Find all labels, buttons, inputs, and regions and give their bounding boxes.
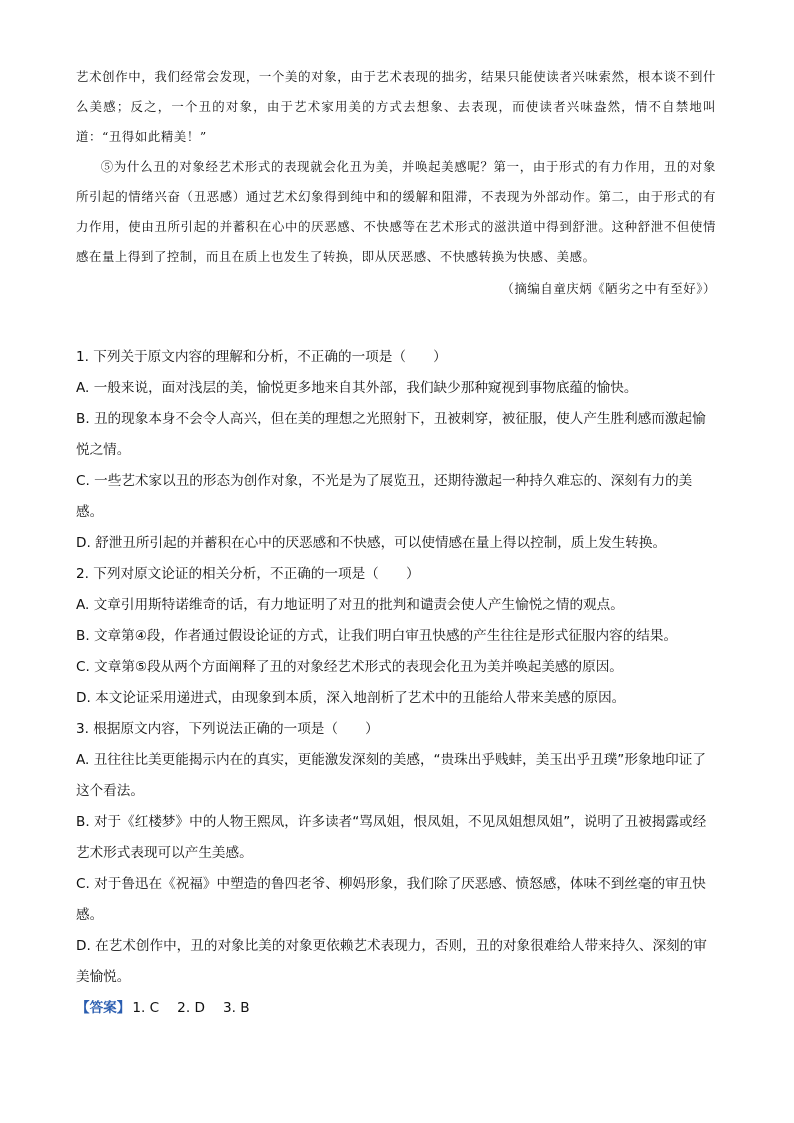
passage-paragraph-5: ⑤为什么丑的对象经艺术形式的表现就会化丑为美，并唤起美感呢？第一，由于形式的有力作用，丑的对象所引起的情绪兴奋（丑恶感）通过艺术幻象得到纯中和的缓解和阻滞，不表现为外部动作。第二，由于形式的有力作用，使由丑所引起的并蓄积在心中的厌恶感、不快感等在艺术形式的滋洪道中得到舒泄。这种舒泄不但使情感在量上得到了控制，而且在质上也发生了转换，即从厌恶感、不快感转换为快感、美感。: [76, 159, 716, 264]
question-3: [76, 714, 716, 993]
option-a: A. 文章引用斯特诺维奇的话，有力地证明了对丑的批判和谴责会使人产生愉悦之情的观点。: [76, 597, 624, 613]
question-2: [76, 559, 716, 714]
option-b: B. 文章第④段，作者通过假设论证的方式，让我们明白审丑快感的产生往往是形式征服内容的结果。: [76, 628, 678, 644]
passage-paragraph: 艺术创作中，我们经常会发现，一个美的对象，由于艺术表现的拙劣，结果只能使读者兴味索然，根本谈不到什么美感；反之，一个丑的对象，由于艺术家用美的方式去想象、去表现，而使读者兴味盎然，情不自禁地叫道：“丑得如此精美！”: [76, 69, 716, 144]
option-d: D. 在艺术创作中，丑的对象比美的对象更依赖艺术表现力，否则，丑的对象很难给人带来持久、深刻的审美愉悦。: [76, 938, 707, 985]
answer-label: 【答案】: [76, 1000, 131, 1016]
answer-line: [76, 993, 716, 1024]
question-list: [76, 342, 716, 1024]
option-a: A. 丑往往比美更能揭示内在的真实，更能激发深刻的美感，“贵珠出乎贱蚌，美玉出乎丑璞”形象地印证了这个看法。: [76, 752, 706, 799]
option-c: C. 一些艺术家以丑的形态为创作对象，不光是为了展览丑，还期待激起一种持久难忘的、深刻有力的美感。: [76, 473, 693, 520]
question-stem: 2. 下列对原文论证的相关分析，不正确的一项是（ ）: [76, 566, 420, 582]
answer-item: 2. D: [177, 1000, 205, 1016]
passage-source: （摘编自童庆炳《陋劣之中有至好》）: [501, 281, 716, 296]
question-stem: 1. 下列关于原文内容的理解和分析，不正确的一项是（ ）: [76, 349, 447, 365]
question-stem: 3. 根据原文内容，下列说法正确的一项是（ ）: [76, 721, 379, 737]
answer-item: 1. C: [132, 1000, 160, 1016]
reading-passage: [76, 62, 716, 304]
option-c: C. 文章第⑤段从两个方面阐释了丑的对象经艺术形式的表现会化丑为美并唤起美感的原因。: [76, 659, 623, 675]
question-1: [76, 342, 716, 559]
option-c: C. 对于鲁迅在《祝福》中塑造的鲁四老爷、柳妈形象，我们除了厌恶感、愤怒感，体味不到丝毫的审丑快感。: [76, 876, 706, 923]
option-a: A. 一般来说，面对浅层的美，愉悦更多地来自其外部，我们缺少那种窥视到事物底蕴的愉快。: [76, 380, 638, 396]
option-b: B. 丑的现象本身不会令人高兴，但在美的理想之光照射下，丑被刺穿，被征服，使人产生胜利感而激起愉悦之情。: [76, 411, 706, 458]
option-b: B. 对于《红楼梦》中的人物王熙凤，许多读者“骂凤姐，恨凤姐，不见凤姐想凤姐”，说明了丑被揭露或经艺术形式表现可以产生美感。: [76, 814, 707, 861]
answer-item: 3. B: [222, 1000, 250, 1016]
option-d: D. 本文论证采用递进式，由现象到本质，深入地剖析了艺术中的丑能给人带来美感的原因。: [76, 690, 626, 706]
option-d: D. 舒泄丑所引起的并蓄积在心中的厌恶感和不快感，可以使情感在量上得以控制，质上发生转换。: [76, 535, 667, 551]
